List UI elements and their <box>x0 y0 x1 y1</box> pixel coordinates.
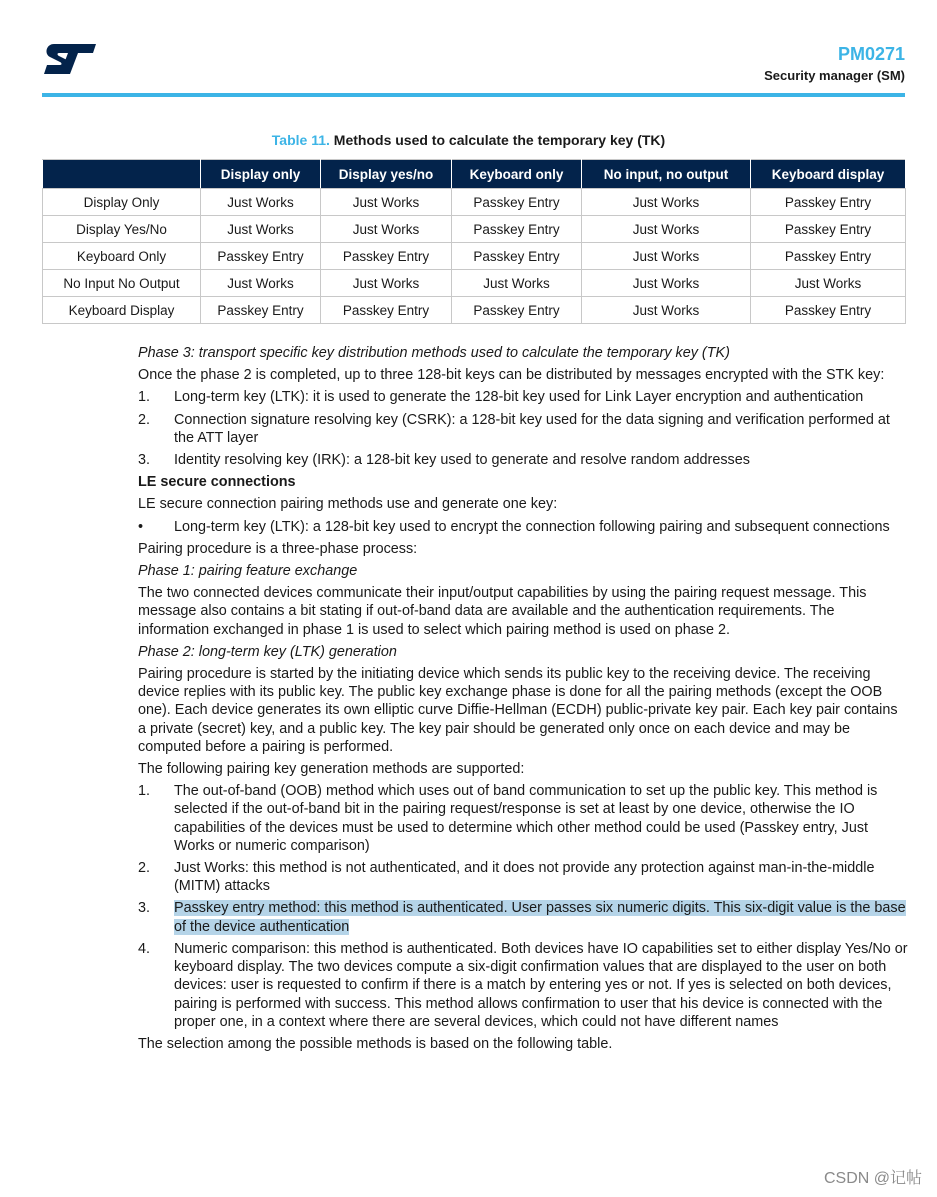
table-cell: Passkey Entry <box>452 297 582 324</box>
header-divider <box>42 93 905 97</box>
column-header: Display only <box>201 160 321 189</box>
list-item-text: Connection signature resolving key (CSRK): a 128-bit key used for the data signing and verification performed at the ATT layer <box>174 411 890 446</box>
watermark: CSDN @记帖 <box>823 1170 922 1187</box>
table-cell: Passkey Entry <box>201 243 321 270</box>
list-item <box>138 518 908 536</box>
table-cell: Passkey Entry <box>321 243 452 270</box>
table-cell: Passkey Entry <box>201 297 321 324</box>
table-caption-title: Methods used to calculate the temporary key (TK) <box>333 132 666 148</box>
list-item <box>138 388 908 406</box>
table-row <box>43 216 906 243</box>
phase2-text: Pairing procedure is started by the initiating device which sends its public key to the receiving device. The receiving device replies with its public key. The public key exchange phase is done for all the pairing methods (except the OOB one). Each device generates its own elliptic curve Diffie-Hellman (ECDH) public-private key pair. Each key pair contains a private (secret) key, and a public key. The key pair should be generated only once on each device and may be computed before a pairing is performed. <box>138 666 898 755</box>
list-item <box>138 411 908 447</box>
table-header-row <box>43 160 906 189</box>
row-header-cell: Keyboard Display <box>43 297 201 324</box>
table-cell: Passkey Entry <box>452 243 582 270</box>
table-caption-number: Table 11. <box>271 132 330 148</box>
list-item-text: Identity resolving key (IRK): a 128-bit key used to generate and resolve random addresses <box>174 452 750 469</box>
table-cell: Just Works <box>582 297 751 324</box>
list-marker: 3. <box>138 452 151 469</box>
table-row <box>43 243 906 270</box>
column-header: Keyboard display <box>751 160 906 189</box>
row-header-cell: Display Yes/No <box>43 216 201 243</box>
list-item <box>138 782 908 855</box>
pairing-intro: Pairing procedure is a three-phase process: <box>138 540 418 557</box>
list-item <box>138 451 908 469</box>
list-marker: 1. <box>138 783 151 800</box>
table-cell: Just Works <box>582 216 751 243</box>
column-header: Display yes/no <box>321 160 452 189</box>
column-header <box>43 160 201 189</box>
table-cell: Passkey Entry <box>751 189 906 216</box>
le-secure-heading: LE secure connections <box>138 474 296 491</box>
list-item <box>138 940 908 1031</box>
list-item <box>138 859 908 895</box>
list-item-text: Long-term key (LTK): it is used to generate the 128-bit key used for Link Layer encryption and authentication <box>174 389 864 406</box>
table-cell: Just Works <box>582 189 751 216</box>
table-cell: Just Works <box>582 270 751 297</box>
table-caption <box>0 132 937 148</box>
table-cell: Just Works <box>452 270 582 297</box>
bullet-marker: • <box>138 518 144 535</box>
phase2-heading: Phase 2: long-term key (LTK) generation <box>138 643 397 660</box>
table-cell: Passkey Entry <box>452 189 582 216</box>
table-cell: Just Works <box>321 189 452 216</box>
highlighted-text[interactable]: Passkey entry method: this method is authenticated. User passes six numeric digits. This six-digit value is the base of the device authentication <box>174 900 906 935</box>
list-marker: 2. <box>138 860 151 877</box>
table-cell: Passkey Entry <box>751 243 906 270</box>
table-cell: Just Works <box>321 216 452 243</box>
phase3-intro: Once the phase 2 is completed, up to three 128-bit keys can be distributed by messages encrypted with the STK key: <box>138 367 885 384</box>
column-header: No input, no output <box>582 160 751 189</box>
body-text <box>138 344 908 1057</box>
closing-text: The selection among the possible methods is based on the following table. <box>138 1035 613 1052</box>
table-cell: Passkey Entry <box>751 216 906 243</box>
table-cell: Just Works <box>201 270 321 297</box>
table-row <box>43 189 906 216</box>
row-header-cell: Display Only <box>43 189 201 216</box>
document-section-title: Security manager (SM) <box>764 68 905 83</box>
list-marker: 1. <box>138 389 151 406</box>
methods-table <box>42 159 906 324</box>
phase3-heading: Phase 3: transport specific key distribution methods used to calculate the temporary key (TK) <box>138 345 730 361</box>
list-marker: 2. <box>138 411 151 428</box>
row-header-cell: Keyboard Only <box>43 243 201 270</box>
table-row <box>43 270 906 297</box>
phase1-heading: Phase 1: pairing feature exchange <box>138 563 358 580</box>
list-item-text: Just Works: this method is not authenticated, and it does not provide any protection against man-in-the-middle (MITM) attacks <box>174 860 875 895</box>
list-item-text: Numeric comparison: this method is authenticated. Both devices have IO capabilities set to either display Yes/No or keyboard display. The two devices compute a six-digit confirmation values that are displayed to the user on both devices: user is requested to confirm if there is a match by entering yes or not. If yes is selected on both devices, pairing is performed with success. This method allows confirmation to user that his device is connected with the proper one, in a context where there are several devices, which could not have different names <box>174 940 908 1030</box>
le-secure-intro: LE secure connection pairing methods use and generate one key: <box>138 496 558 513</box>
row-header-cell: No Input No Output <box>43 270 201 297</box>
phase1-text: The two connected devices communicate their input/output capabilities by using the pairing request message. This message also contains a bit stating if out-of-band data are available and the authentication requirements. The information exchanged in phase 1 is used to select which pairing method is used on phase 2. <box>138 585 867 638</box>
list-marker: 4. <box>138 940 151 957</box>
list-item-text: Long-term key (LTK): a 128-bit key used to encrypt the connection following pairing and subsequent connections <box>174 518 890 535</box>
table-cell: Passkey Entry <box>321 297 452 324</box>
table-cell: Just Works <box>201 189 321 216</box>
table-row <box>43 297 906 324</box>
table-cell: Just Works <box>582 243 751 270</box>
table-cell: Just Works <box>751 270 906 297</box>
document-id: PM0271 <box>837 44 905 64</box>
column-header: Keyboard only <box>452 160 582 189</box>
st-logo <box>42 42 98 76</box>
table-cell: Just Works <box>321 270 452 297</box>
list-marker: 3. <box>138 900 151 917</box>
table-cell: Passkey Entry <box>452 216 582 243</box>
table-cell: Just Works <box>201 216 321 243</box>
methods-intro: The following pairing key generation methods are supported: <box>138 761 525 778</box>
table-cell: Passkey Entry <box>751 297 906 324</box>
list-item-highlighted <box>138 899 908 935</box>
list-item-text: The out-of-band (OOB) method which uses out of band communication to set up the public key. This method is selected if the out-of-band bit in the pairing request/response is set at least by one device, otherwise the IO capabilities of the devices must be used to determine which other method could be used (Passkey entry, Just Works or numeric comparison) <box>174 783 878 854</box>
